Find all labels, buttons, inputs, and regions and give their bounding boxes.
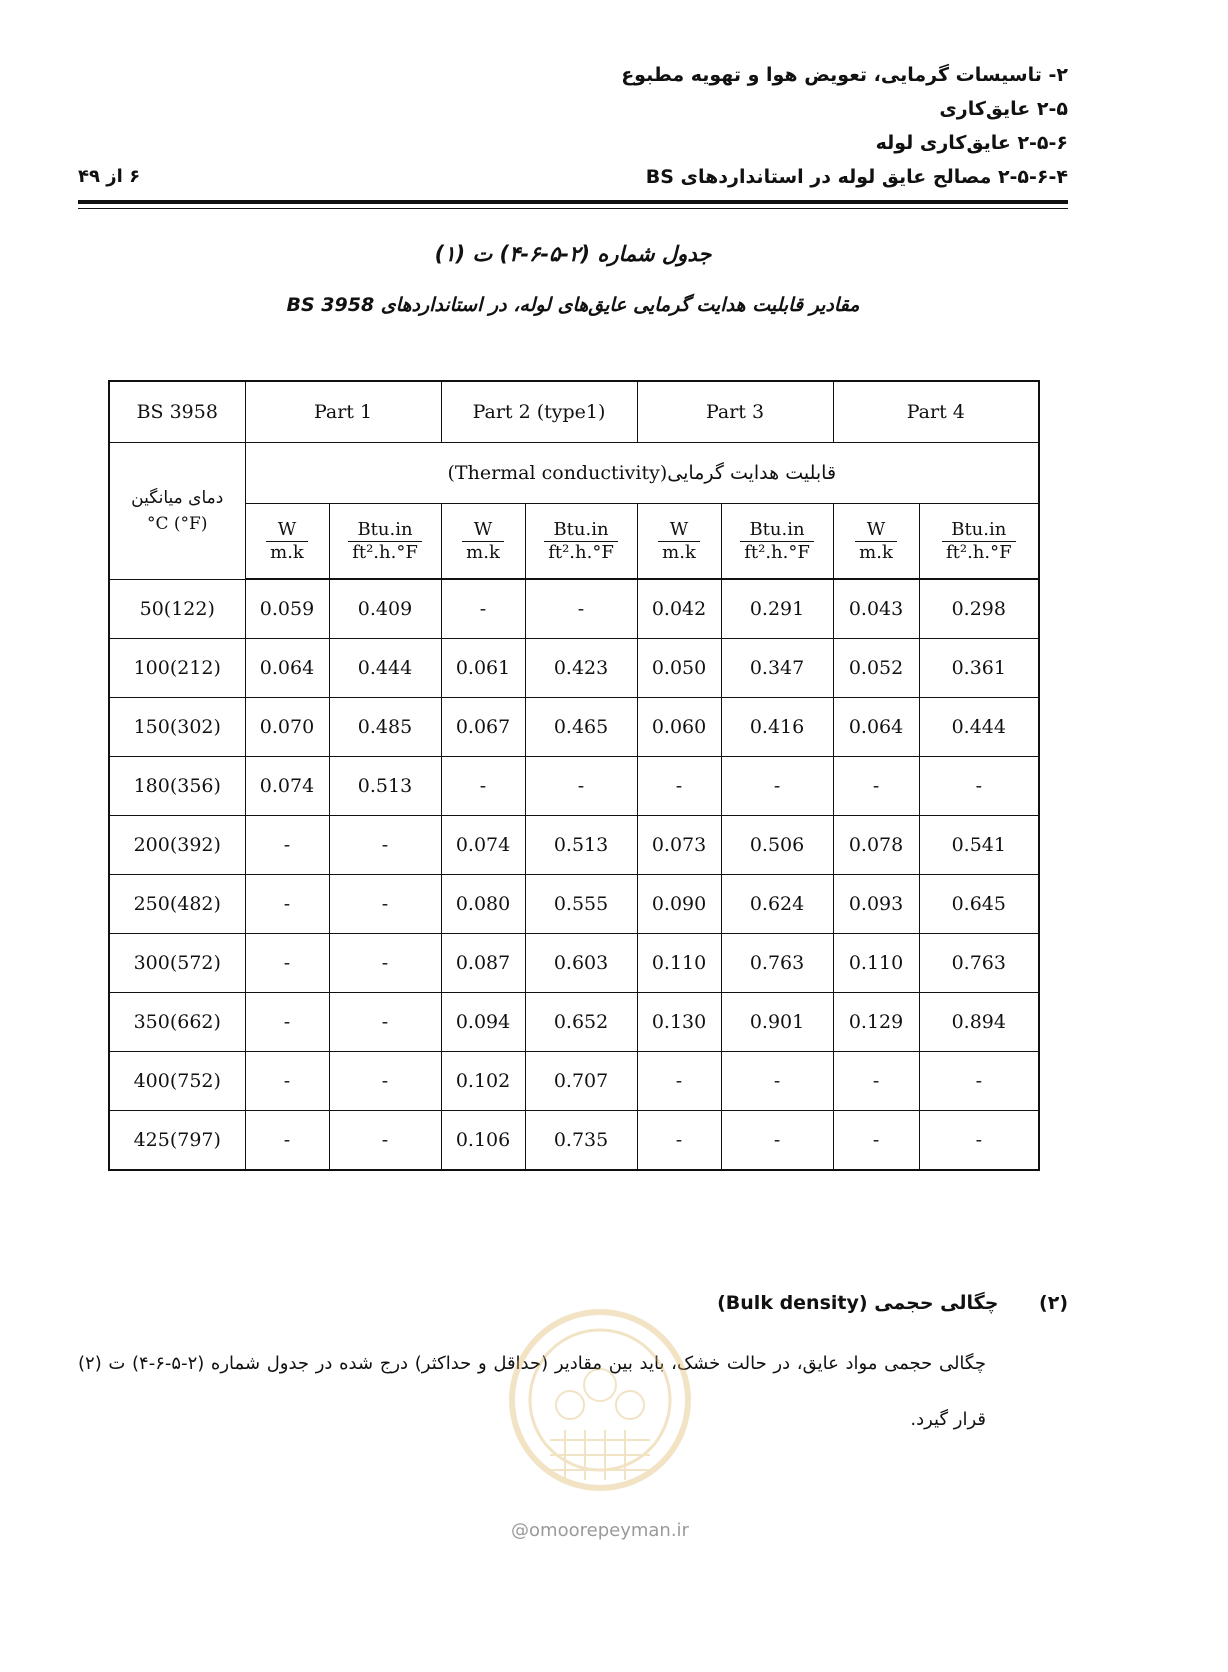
unit-si [658,519,700,564]
unit-si-cell [245,504,329,580]
conductivity-table [108,380,1040,1171]
table-row [109,875,1039,934]
value-cell: 0.050 [637,639,721,698]
value-cell: 0.043 [833,579,919,639]
value-cell: 0.060 [637,698,721,757]
unit-denominator: ft².h.°F [945,541,1012,563]
value-cell: - [833,1111,919,1171]
value-cell: 0.078 [833,816,919,875]
unit-imperial [348,519,422,564]
temperature-header [109,443,245,580]
temperature-cell: 180(356) [109,757,245,816]
value-cell: 0.645 [919,875,1039,934]
thermal-conductivity-header [245,443,1039,504]
value-cell: 0.064 [245,639,329,698]
bulk-density-paragraph: چگالی حجمی مواد عایق، در حالت خشک، باید بین مقادیر (حداقل و حداکثر) درج شده در جدول شماره (۲-۵-۶-۴) ت (۲) قرار گیرد. [78,1353,986,1430]
value-cell: - [245,1111,329,1171]
value-cell: - [329,993,441,1052]
unit-si [855,519,897,564]
unit-numerator: W [855,519,897,542]
unit-imperial [740,519,814,564]
value-cell: 0.110 [833,934,919,993]
header-section: ۲-۵ عایق‌کاری [939,98,1068,120]
value-cell: - [833,1052,919,1111]
unit-denominator: m.k [859,541,893,563]
temperature-label-fa: دمای میانگین [131,487,224,508]
temperature-cell: 350(662) [109,993,245,1052]
value-cell: - [637,1052,721,1111]
corner-cell: BS 3958 [109,381,245,443]
section-heading [717,1292,1068,1314]
header-subsection: ۲-۵-۶ عایق‌کاری لوله [875,132,1068,154]
value-cell: - [441,579,525,639]
value-cell: 0.506 [721,816,833,875]
value-cell: - [919,1111,1039,1171]
temperature-cell: 400(752) [109,1052,245,1111]
temperature-cell: 150(302) [109,698,245,757]
unit-numerator: Btu.in [348,519,422,542]
value-cell: 0.416 [721,698,833,757]
value-cell: 0.555 [525,875,637,934]
section-number: (۲) [1039,1292,1068,1314]
header-topic: ۲-۵-۶-۴ مصالح عایق لوله در استانداردهای BS [645,166,1068,188]
value-cell: 0.763 [721,934,833,993]
unit-imperial-cell [919,504,1039,580]
unit-numerator: Btu.in [740,519,814,542]
unit-imperial-cell [721,504,833,580]
part-header: Part 3 [637,381,833,443]
page-number: ۶ از ۴۹ [78,166,141,187]
value-cell: 0.093 [833,875,919,934]
value-cell: 0.735 [525,1111,637,1171]
value-cell: 0.485 [329,698,441,757]
value-cell: - [245,993,329,1052]
unit-numerator: W [658,519,700,542]
table-row [109,757,1039,816]
value-cell: 0.070 [245,698,329,757]
thermal-conductivity-fa: قابلیت هدایت گرمایی [667,462,837,484]
unit-denominator: m.k [270,541,304,563]
temperature-cell: 50(122) [109,579,245,639]
unit-denominator: m.k [662,541,696,563]
unit-si-cell [441,504,525,580]
value-cell: 0.624 [721,875,833,934]
unit-numerator: Btu.in [544,519,618,542]
value-cell: 0.090 [637,875,721,934]
value-cell: 0.444 [919,698,1039,757]
value-cell: 0.465 [525,698,637,757]
value-cell: - [329,934,441,993]
value-cell: - [329,875,441,934]
temperature-cell: 200(392) [109,816,245,875]
value-cell: 0.347 [721,639,833,698]
table-title: جدول شماره (۲-۵-۶-۴) ت (۱) [434,242,712,266]
temperature-label-unit: °C (°F) [147,513,208,534]
part-header: Part 1 [245,381,441,443]
table-caption: مقادیر قابلیت هدایت گرمایی عایق‌های لوله، در استانداردهای BS 3958 [286,294,860,316]
unit-si-cell [637,504,721,580]
unit-si-cell [833,504,919,580]
value-cell: - [245,934,329,993]
unit-imperial-cell [329,504,441,580]
value-cell: 0.707 [525,1052,637,1111]
value-cell: 0.409 [329,579,441,639]
part-header: Part 2 (type1) [441,381,637,443]
value-cell: - [329,816,441,875]
table-row [109,1052,1039,1111]
table-row [109,934,1039,993]
unit-numerator: Btu.in [942,519,1016,542]
table-row [109,816,1039,875]
value-cell: 0.074 [441,816,525,875]
table-row [109,579,1039,639]
value-cell: - [525,757,637,816]
value-cell: 0.130 [637,993,721,1052]
section-title-en: (Bulk density) [717,1292,868,1314]
value-cell: 0.061 [441,639,525,698]
unit-denominator: m.k [466,541,500,563]
value-cell: 0.094 [441,993,525,1052]
value-cell: - [721,1052,833,1111]
value-cell: 0.423 [525,639,637,698]
unit-imperial [544,519,618,564]
value-cell: 0.894 [919,993,1039,1052]
value-cell: 0.064 [833,698,919,757]
unit-si [266,519,308,564]
page-header [78,56,1068,206]
value-cell: 0.291 [721,579,833,639]
header-rule-thin [78,208,1068,209]
unit-si [462,519,504,564]
thermal-conductivity-en: (Thermal conductivity) [447,462,668,484]
value-cell: 0.067 [441,698,525,757]
value-cell: - [833,757,919,816]
value-cell: 0.763 [919,934,1039,993]
value-cell: - [919,757,1039,816]
value-cell: - [721,757,833,816]
value-cell: - [637,1111,721,1171]
unit-denominator: ft².h.°F [548,541,614,563]
table-row [109,993,1039,1052]
value-cell: 0.080 [441,875,525,934]
value-cell: - [441,757,525,816]
value-cell: 0.361 [919,639,1039,698]
value-cell: - [525,579,637,639]
value-cell: 0.052 [833,639,919,698]
value-cell: 0.102 [441,1052,525,1111]
value-cell: - [919,1052,1039,1111]
part-header: Part 4 [833,381,1039,443]
unit-imperial [942,519,1016,564]
value-cell: - [245,816,329,875]
section-title-fa: چگالی حجمی [874,1292,999,1314]
unit-imperial-cell [525,504,637,580]
value-cell: 0.073 [637,816,721,875]
value-cell: 0.603 [525,934,637,993]
unit-numerator: W [266,519,308,542]
unit-denominator: ft².h.°F [744,541,810,563]
value-cell: 0.901 [721,993,833,1052]
value-cell: 0.298 [919,579,1039,639]
value-cell: 0.444 [329,639,441,698]
value-cell: 0.059 [245,579,329,639]
publisher-seal-watermark [500,1290,700,1540]
value-cell: 0.652 [525,993,637,1052]
value-cell: - [329,1111,441,1171]
value-cell: - [637,757,721,816]
value-cell: 0.106 [441,1111,525,1171]
header-rule-thick [78,200,1068,204]
value-cell: - [329,1052,441,1111]
table-row [109,698,1039,757]
value-cell: 0.042 [637,579,721,639]
value-cell: 0.074 [245,757,329,816]
value-cell: 0.110 [637,934,721,993]
temperature-cell: 425(797) [109,1111,245,1171]
watermark-text: @omoorepeyman.ir [511,1520,689,1541]
value-cell: - [245,875,329,934]
unit-denominator: ft².h.°F [352,541,418,563]
table-row [109,639,1039,698]
temperature-cell: 100(212) [109,639,245,698]
value-cell: - [721,1111,833,1171]
value-cell: 0.129 [833,993,919,1052]
value-cell: 0.541 [919,816,1039,875]
temperature-cell: 300(572) [109,934,245,993]
value-cell: 0.087 [441,934,525,993]
value-cell: 0.513 [525,816,637,875]
unit-numerator: W [462,519,504,542]
header-chapter: ۲- تاسیسات گرمایی، تعویض هوا و تهویه مطبوع [621,64,1068,86]
table-row [109,1111,1039,1171]
value-cell: 0.513 [329,757,441,816]
temperature-cell: 250(482) [109,875,245,934]
value-cell: - [245,1052,329,1111]
